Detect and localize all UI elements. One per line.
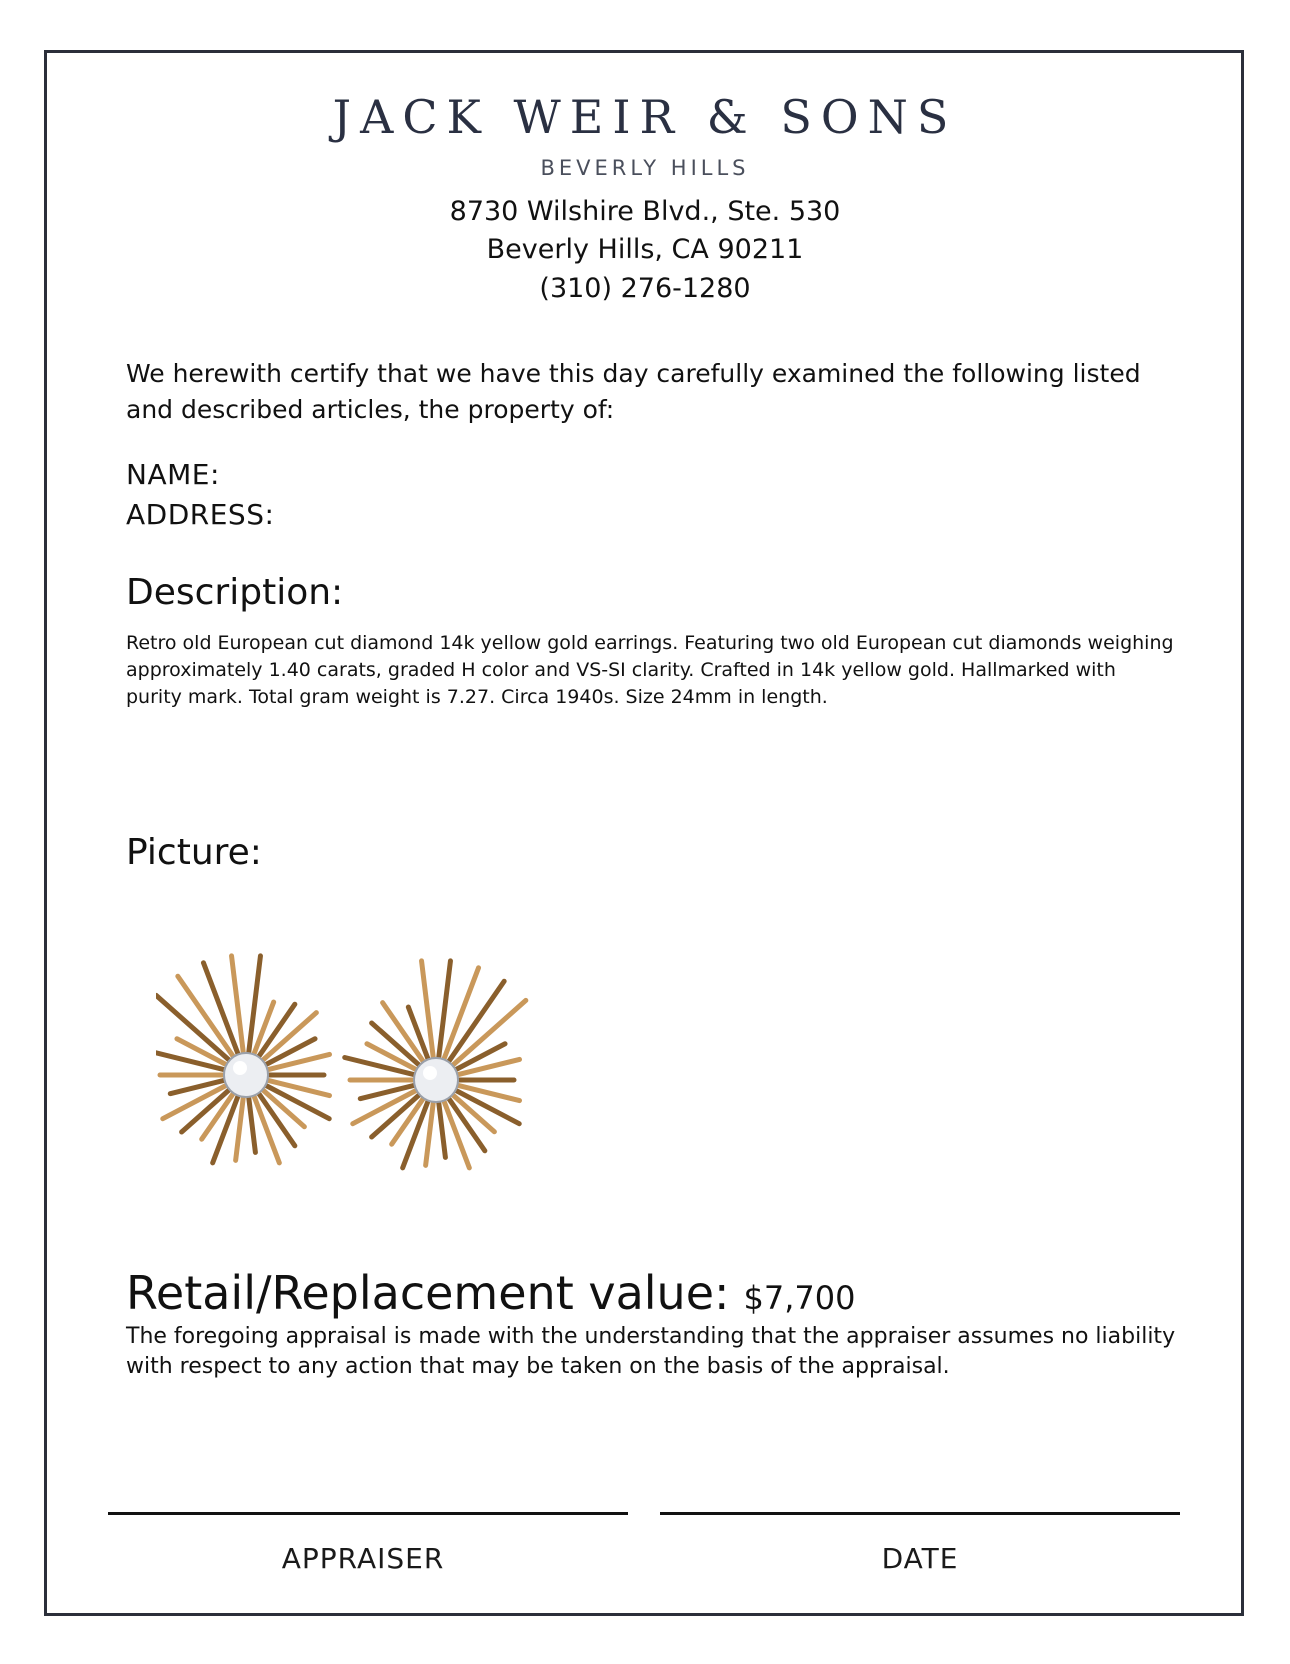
address-label: ADDRESS:: [126, 498, 275, 531]
value-amount: $7,700: [743, 1279, 856, 1317]
right-earring: [345, 961, 526, 1168]
address-line-2: Beverly Hills, CA 90211: [486, 234, 804, 265]
brand-subtitle: BEVERLY HILLS: [540, 156, 750, 180]
value-line: [126, 1266, 855, 1320]
earrings-picture: [156, 925, 556, 1195]
picture-heading: Picture:: [126, 832, 262, 873]
value-label: Retail/Replacement value:: [126, 1266, 730, 1320]
left-earring: [156, 956, 330, 1163]
diamond-stone: [414, 1058, 458, 1102]
certify-statement: We herewith certify that we have this day carefully examined the following listed and described articles, the property of:: [126, 359, 1141, 424]
diamond-highlight: [233, 1061, 247, 1075]
date-label: DATE: [881, 1542, 959, 1575]
name-label: NAME:: [126, 458, 220, 491]
appraiser-signature-line: [108, 1512, 628, 1515]
disclaimer-text: The foregoing appraisal is made with the understanding that the appraiser assumes no liability with respect to any action that may be taken on the basis of the appraisal.: [126, 1324, 1176, 1379]
appraiser-label: APPRAISER: [281, 1542, 445, 1575]
date-signature-line: [660, 1512, 1180, 1515]
brand-name: JACK WEIR & SONS: [332, 90, 958, 144]
phone-number: (310) 276-1280: [539, 273, 751, 304]
description-heading: Description:: [126, 572, 344, 613]
diamond-stone: [224, 1053, 268, 1097]
address-line-1: 8730 Wilshire Blvd., Ste. 530: [449, 196, 841, 227]
diamond-highlight: [423, 1066, 437, 1080]
description-text: Retro old European cut diamond 14k yellow gold earrings. Featuring two old European cut diamonds weighing approximately 1.40 carats, graded H color and VS-SI clarity. Crafted in 14k yellow gold. Hallmarked with purity mark. Total gram weight is 7.27. Circa 1940s. Size 24mm in length.: [126, 632, 1174, 708]
